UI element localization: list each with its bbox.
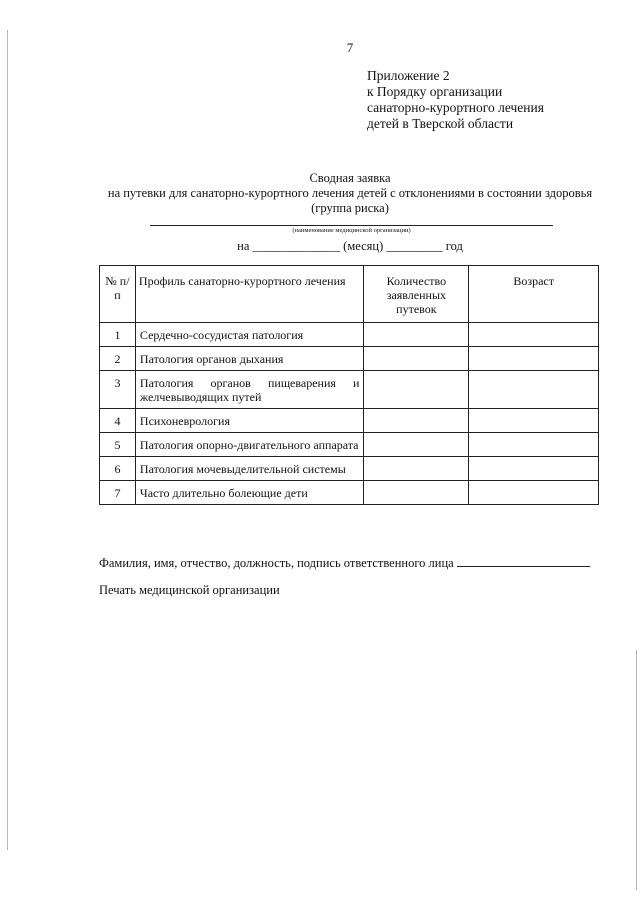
title-line: Сводная заявка	[309, 171, 391, 185]
title-line: на путевки для санаторно-курортного лечения детей с отклонениями в состоянии здоровья	[107, 186, 593, 200]
signature-label: Фамилия, имя, отчество, должность, подпись ответственного лица	[99, 556, 454, 570]
header-profile: Профиль санаторно-курортного лечения	[135, 266, 364, 323]
row-profile: Часто длительно болеющие дети	[135, 481, 364, 505]
signature-line	[99, 554, 590, 571]
row-age-cell[interactable]	[469, 347, 599, 371]
scan-margin-mark	[636, 650, 637, 890]
appendix-block	[367, 68, 544, 132]
table-header-row	[100, 266, 599, 323]
period-suffix: год	[445, 239, 463, 253]
page-number: 7	[346, 40, 354, 55]
row-count-cell[interactable]	[364, 409, 469, 433]
table-row	[100, 347, 599, 371]
row-num: 1	[100, 323, 136, 347]
table-row	[100, 481, 599, 505]
appendix-line: Приложение 2	[367, 68, 450, 83]
row-count-cell[interactable]	[364, 481, 469, 505]
row-profile: Патология органов пищеварения и желчевыводящих путей	[135, 371, 364, 409]
row-num: 7	[100, 481, 136, 505]
row-count-cell[interactable]	[364, 433, 469, 457]
document-title	[60, 171, 640, 216]
appendix-line: санаторно-курортного лечения	[367, 100, 544, 115]
title-line: (группа риска)	[311, 201, 389, 215]
request-table	[99, 265, 599, 505]
row-age-cell[interactable]	[469, 457, 599, 481]
stamp-label: Печать медицинской организации	[99, 583, 280, 597]
row-num: 5	[100, 433, 136, 457]
row-count-cell[interactable]	[364, 457, 469, 481]
row-num: 3	[100, 371, 136, 409]
row-count-cell[interactable]	[364, 371, 469, 409]
period-line	[0, 239, 640, 254]
row-age-cell[interactable]	[469, 409, 599, 433]
row-profile: Сердечно-сосудистая патология	[135, 323, 364, 347]
row-profile: Патология органов дыхания	[135, 347, 364, 371]
appendix-line: к Порядку организации	[367, 84, 503, 99]
row-num: 6	[100, 457, 136, 481]
table-row	[100, 409, 599, 433]
period-month-label: (месяц)	[343, 239, 384, 253]
row-count-cell[interactable]	[364, 323, 469, 347]
table-row	[100, 433, 599, 457]
header-num: № п/п	[100, 266, 136, 323]
row-profile: Патология мочевыделительной системы	[135, 457, 364, 481]
signature-blank[interactable]	[457, 554, 590, 567]
period-prefix: на	[237, 239, 250, 253]
row-age-cell[interactable]	[469, 371, 599, 409]
scan-margin-mark	[7, 30, 8, 850]
row-age-cell[interactable]	[469, 323, 599, 347]
organization-caption: (наименование медицинской организации)	[292, 227, 411, 234]
row-profile: Патология опорно-двигательного аппарата	[135, 433, 364, 457]
row-num: 4	[100, 409, 136, 433]
header-count: Количество заявленных путевок	[364, 266, 469, 323]
row-age-cell[interactable]	[469, 433, 599, 457]
organization-blank-line	[150, 225, 553, 226]
row-age-cell[interactable]	[469, 481, 599, 505]
row-profile: Психоневрология	[135, 409, 364, 433]
appendix-line: детей в Тверской области	[367, 116, 514, 131]
table-row	[100, 323, 599, 347]
row-count-cell[interactable]	[364, 347, 469, 371]
table-row	[100, 371, 599, 409]
row-num: 2	[100, 347, 136, 371]
header-age: Возраст	[469, 266, 599, 323]
period-blank: ______________	[252, 239, 341, 253]
table-row	[100, 457, 599, 481]
period-blank: _________	[386, 239, 443, 253]
